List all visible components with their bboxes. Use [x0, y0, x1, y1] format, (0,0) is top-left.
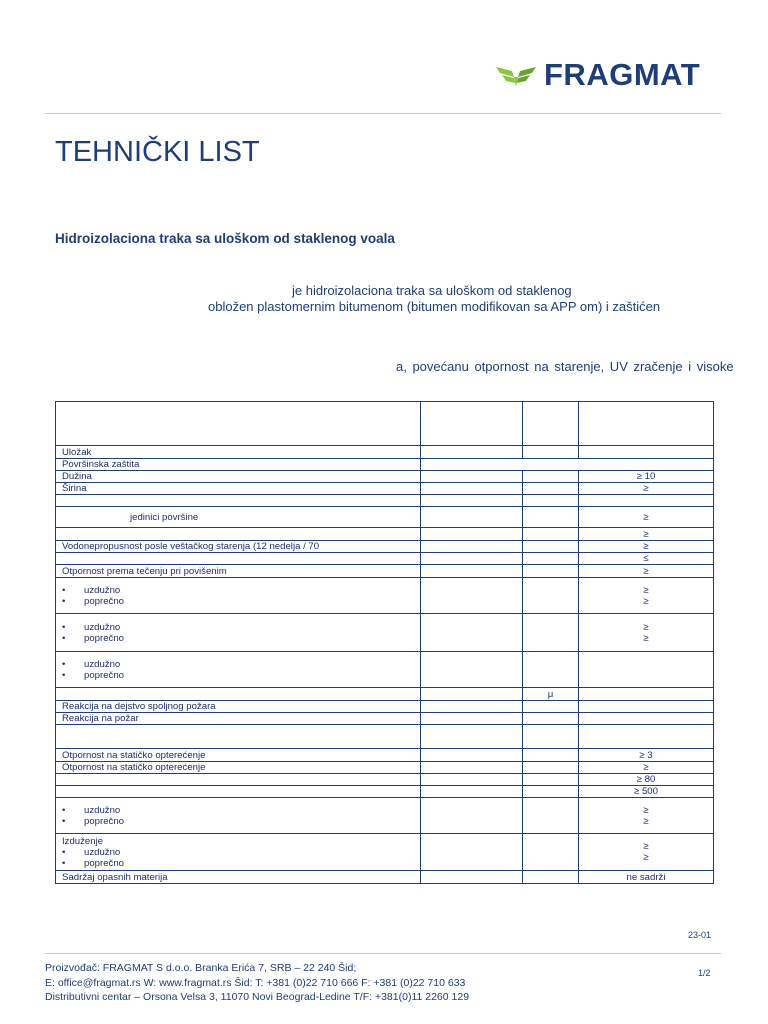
method-cell: [421, 798, 523, 834]
method-cell: [421, 749, 523, 762]
bullet-label: poprečno: [84, 595, 125, 607]
unit-cell: [523, 483, 579, 495]
value-text: ≥: [643, 621, 649, 633]
unit-cell: [523, 507, 579, 528]
table-row: [56, 688, 714, 701]
property-cell: [56, 713, 421, 725]
unit-cell: [523, 495, 579, 507]
value-text: ≥: [643, 584, 649, 596]
property-cell: [56, 749, 421, 762]
property-cell: [56, 459, 421, 471]
value-cell: [579, 528, 714, 541]
unit-cell: [523, 701, 579, 713]
value-text: ≥ 80: [636, 774, 656, 785]
method-cell: [421, 834, 523, 871]
method-cell: [421, 541, 523, 553]
unit-cell: [523, 528, 579, 541]
property-cell: [56, 774, 421, 786]
bullet-item: [62, 816, 414, 827]
property-label: jedinici površine: [130, 511, 199, 523]
table-row: [56, 652, 714, 688]
table-row: [56, 871, 714, 884]
unit-cell: [523, 774, 579, 786]
value-cell: [579, 652, 714, 688]
value-text: ≥: [643, 541, 649, 552]
value-cell: [579, 553, 714, 565]
property-label: Uložak: [62, 446, 92, 458]
logo-wordmark: FRAGMAT: [544, 57, 701, 92]
property-label: Otpornost na statičko opterećenje: [62, 749, 206, 761]
method-cell: [421, 528, 523, 541]
value-cell: [579, 541, 714, 553]
bullet-label: uzdužno: [84, 621, 121, 633]
value-cell: [579, 688, 714, 701]
unit-cell: [523, 725, 579, 749]
product-subtitle: Hidroizolaciona traka sa uloškom od staklenog voala: [55, 231, 395, 246]
value-text: ≥ 3: [639, 749, 653, 761]
bullet-item: [62, 805, 414, 816]
value-text: ≥: [643, 595, 649, 607]
property-cell: [56, 553, 421, 565]
bullet-icon: •: [62, 595, 66, 607]
method-cell: [421, 483, 523, 495]
value-text: ≥: [643, 804, 649, 816]
footer-line-1: Proizvođač: FRAGMAT S d.o.o. Branka Erića 7, SRB – 22 240 Šid;: [45, 962, 357, 974]
table-row: [56, 798, 714, 834]
unit-cell: [523, 446, 579, 459]
table-row: [56, 541, 714, 553]
method-cell: [421, 402, 523, 446]
value-text: ≥: [643, 762, 649, 773]
method-cell: [421, 614, 523, 652]
property-cell: [56, 483, 421, 495]
value-text: ≥: [643, 565, 649, 577]
value-cell: [579, 565, 714, 578]
property-cell: [56, 471, 421, 483]
unit-cell: [523, 834, 579, 871]
value-cell: [579, 483, 714, 495]
unit-cell: [523, 798, 579, 834]
property-label: Reakcija na dejstvo spoljnog požara: [62, 701, 216, 712]
value-text: ≥: [643, 852, 649, 863]
header-divider: [45, 113, 721, 114]
property-label: Reakcija na požar: [62, 713, 139, 724]
property-cell: [56, 614, 421, 652]
value-cell: [579, 614, 714, 652]
property-cell: [56, 446, 421, 459]
property-label: Otpornost na statičko opterećenje: [62, 762, 206, 773]
fragmat-logo: [494, 58, 700, 92]
method-cell: [421, 565, 523, 578]
table-row: [56, 578, 714, 614]
unit-cell: [523, 871, 579, 884]
bullet-item: [62, 659, 414, 670]
property-label: Površinska zaštita: [62, 459, 140, 470]
value-cell: [579, 495, 714, 507]
property-cell: [56, 725, 421, 749]
bullet-label: uzdužno: [84, 658, 121, 670]
unit-cell: [523, 713, 579, 725]
unit-cell: [523, 471, 579, 483]
property-label: Otpornost prema tečenju pri povišenim: [62, 565, 227, 577]
bullet-label: poprečno: [84, 815, 125, 827]
property-label: Širina: [62, 483, 87, 494]
property-cell: [56, 701, 421, 713]
value-text: ≥: [643, 815, 649, 827]
property-cell: [56, 798, 421, 834]
bullet-label: uzdužno: [84, 846, 121, 858]
value-cell: [579, 834, 714, 871]
value-text: ne sadrži: [626, 871, 666, 883]
value-text: ≥ 10: [636, 471, 656, 482]
table-row: [56, 446, 714, 459]
bullet-icon: •: [62, 658, 66, 670]
unit-cell: [523, 402, 579, 446]
intro-line-2: obložen plastomernim bitumenom (bitumen modifikovan sa APP om) i zaštićen: [208, 299, 661, 314]
method-cell: [421, 762, 523, 774]
table-row: [56, 528, 714, 541]
method-cell: [421, 688, 523, 701]
method-cell: [421, 446, 523, 459]
bullet-item: [62, 596, 414, 607]
wings-icon: [494, 61, 538, 89]
unit-cell: [523, 578, 579, 614]
bullet-item: [62, 633, 414, 644]
bullet-item: [62, 585, 414, 596]
table-row: [56, 762, 714, 774]
value-cell: [579, 471, 714, 483]
unit-cell: [523, 614, 579, 652]
method-cell: [421, 713, 523, 725]
method-cell: [421, 471, 523, 483]
bullet-label: uzdužno: [84, 804, 121, 816]
value-cell: [579, 402, 714, 446]
property-cell: [56, 762, 421, 774]
bullet-icon: •: [62, 632, 66, 644]
bullet-icon: •: [62, 846, 66, 858]
property-label: Izduženje: [62, 835, 104, 847]
value-cell: [579, 507, 714, 528]
table-row: [56, 701, 714, 713]
method-cell: [421, 774, 523, 786]
property-cell: [56, 565, 421, 578]
value-text: ≥: [643, 483, 649, 494]
value-cell: [579, 798, 714, 834]
footer-line-2: E: office@fragmat.rs W: www.fragmat.rs Šid: T: +381 (0)22 710 666 F: +381 (0)22 710 633: [45, 977, 466, 989]
intro-line-3: a, povećanu otpornost na starenje, UV zračenje i visoke: [396, 359, 734, 374]
value-cell: [579, 446, 714, 459]
method-cell: [421, 871, 523, 884]
table-row: [56, 713, 714, 725]
unit-cell: [523, 688, 579, 701]
footer-divider: [45, 953, 721, 954]
value-cell: [579, 701, 714, 713]
property-cell: [56, 507, 421, 528]
property-cell: [56, 541, 421, 553]
table-row: [56, 507, 714, 528]
bullet-item: [62, 847, 414, 858]
property-cell: [56, 834, 421, 871]
page-title: TEHNIČKI LIST: [55, 136, 260, 168]
table-row: [56, 774, 714, 786]
unit-cell: [523, 553, 579, 565]
value-cell: [579, 786, 714, 798]
bullet-icon: •: [62, 621, 66, 633]
value-cell: [579, 871, 714, 884]
unit-cell: [523, 652, 579, 688]
method-cell: [421, 578, 523, 614]
property-cell: [56, 688, 421, 701]
table-row: [56, 483, 714, 495]
method-cell: [421, 725, 523, 749]
bullet-icon: •: [62, 584, 66, 596]
spec-table-body: [56, 402, 714, 884]
property-cell: [56, 871, 421, 884]
unit-cell: [523, 565, 579, 578]
unit-value: μ: [547, 688, 554, 700]
value-cell: [579, 749, 714, 762]
bullet-label: uzdužno: [84, 584, 121, 596]
bullet-item: [62, 622, 414, 633]
value-text: ≥: [643, 511, 649, 523]
table-row: [56, 402, 714, 446]
bullet-label: poprečno: [84, 857, 125, 869]
property-cell: [56, 652, 421, 688]
value-cell: [579, 725, 714, 749]
value-text: ≥ 500: [634, 786, 658, 797]
property-cell: [56, 402, 421, 446]
unit-cell: [523, 762, 579, 774]
document-code: 23-01: [688, 930, 712, 940]
method-cell: [421, 652, 523, 688]
bullet-icon: •: [62, 857, 66, 869]
intro-line-1: je hidroizolaciona traka sa uloškom od staklenog: [292, 283, 572, 298]
unit-cell: [523, 786, 579, 798]
table-row: [56, 553, 714, 565]
table-row: [56, 471, 714, 483]
bullet-label: poprečno: [84, 669, 125, 681]
value-cell: [579, 774, 714, 786]
bullet-label: poprečno: [84, 632, 125, 644]
property-label: Sadržaj opasnih materija: [62, 871, 168, 883]
table-row: [56, 786, 714, 798]
value-text: ≥: [643, 841, 649, 852]
unit-cell: [523, 541, 579, 553]
table-row: [56, 725, 714, 749]
table-row: [56, 459, 714, 471]
value-text: ≥: [643, 528, 649, 540]
value-text: ≥: [643, 632, 649, 644]
property-cell: [56, 528, 421, 541]
method-cell: [421, 495, 523, 507]
spec-table: [55, 401, 714, 884]
property-label: Vodonepropusnost posle veštačkog starenja (12 nedelja / 70: [62, 541, 320, 552]
property-cell: [56, 786, 421, 798]
unit-cell: [523, 749, 579, 762]
method-cell: [421, 553, 523, 565]
bullet-item: [62, 858, 414, 869]
merged-cell: [421, 459, 714, 471]
property-label: Dužina: [62, 471, 92, 482]
method-cell: [421, 786, 523, 798]
page-number: 1/2: [698, 968, 711, 978]
table-row: [56, 749, 714, 762]
value-text: ≤: [643, 553, 649, 564]
bullet-icon: •: [62, 815, 66, 827]
table-row: [56, 495, 714, 507]
property-cell: [56, 578, 421, 614]
value-cell: [579, 578, 714, 614]
table-row: [56, 614, 714, 652]
bullet-icon: •: [62, 804, 66, 816]
bullet-icon: •: [62, 669, 66, 681]
method-cell: [421, 701, 523, 713]
value-cell: [579, 762, 714, 774]
bullet-item: [62, 670, 414, 681]
property-cell: [56, 495, 421, 507]
table-row: [56, 565, 714, 578]
table-row: [56, 834, 714, 871]
method-cell: [421, 507, 523, 528]
footer-line-3: Distributivni centar – Orsona Velsa 3, 11070 Novi Beograd-Ledine T/F: +381(0)11 2260 129: [45, 991, 470, 1003]
value-cell: [579, 713, 714, 725]
